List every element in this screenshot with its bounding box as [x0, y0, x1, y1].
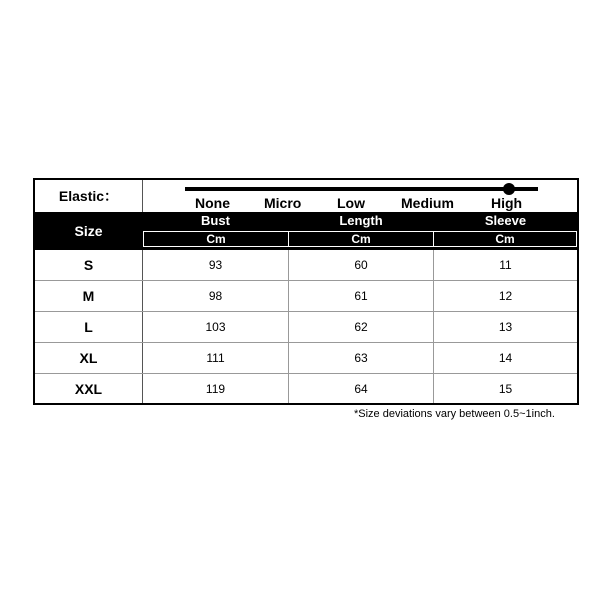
- size-cell: XXL: [74, 381, 103, 397]
- bust-cell: 98: [208, 289, 223, 303]
- elastic-selected-marker: [503, 183, 515, 195]
- column-header-sleeve: Sleeve: [484, 213, 527, 228]
- unit-bust: Cm: [143, 231, 289, 247]
- sleeve-cell: 11: [499, 258, 512, 272]
- elastic-level-micro: Micro: [264, 195, 302, 211]
- size-cell: S: [83, 257, 94, 273]
- elastic-scale-line: [185, 187, 538, 191]
- sleeve-cell: 15: [498, 382, 513, 396]
- length-cell: 63: [354, 351, 368, 365]
- table-header: [35, 212, 577, 250]
- divider: [142, 180, 143, 212]
- unit-length: Cm: [288, 231, 434, 247]
- unit-sleeve: Cm: [433, 231, 577, 247]
- length-cell: 64: [354, 382, 368, 396]
- column-header-length: Length: [339, 213, 383, 228]
- column-header-bust: Bust: [201, 213, 230, 228]
- table-row: [35, 343, 577, 374]
- elastic-label: Elastic：: [58, 188, 119, 204]
- elastic-level-none: None: [195, 195, 230, 211]
- table-row: [35, 312, 577, 343]
- sleeve-cell: 13: [498, 320, 513, 334]
- elastic-level-low: Low: [337, 195, 365, 211]
- size-header: Size: [74, 223, 103, 239]
- size-cell: M: [82, 288, 95, 304]
- bust-cell: 103: [205, 320, 226, 334]
- size-cell: L: [84, 319, 93, 335]
- elastic-level-high: High: [491, 195, 523, 211]
- table-body: [35, 250, 577, 403]
- sleeve-cell: 14: [498, 351, 513, 365]
- size-chart: [33, 178, 579, 405]
- bust-cell: 93: [208, 258, 223, 272]
- table-row: [35, 281, 577, 312]
- elastic-level-medium: Medium: [401, 195, 454, 211]
- table-row: [35, 250, 577, 281]
- length-cell: 60: [354, 258, 368, 272]
- elastic-row: [35, 180, 577, 212]
- size-footnote: *Size deviations vary between 0.5~1inch.: [354, 408, 555, 420]
- elastic-levels: [185, 195, 540, 211]
- sleeve-cell: 12: [498, 289, 513, 303]
- length-cell: 62: [354, 320, 368, 334]
- table-row: [35, 374, 577, 405]
- bust-cell: 111: [206, 351, 225, 365]
- length-cell: 61: [354, 289, 368, 303]
- bust-cell: 119: [205, 382, 226, 396]
- size-cell: XL: [79, 350, 98, 366]
